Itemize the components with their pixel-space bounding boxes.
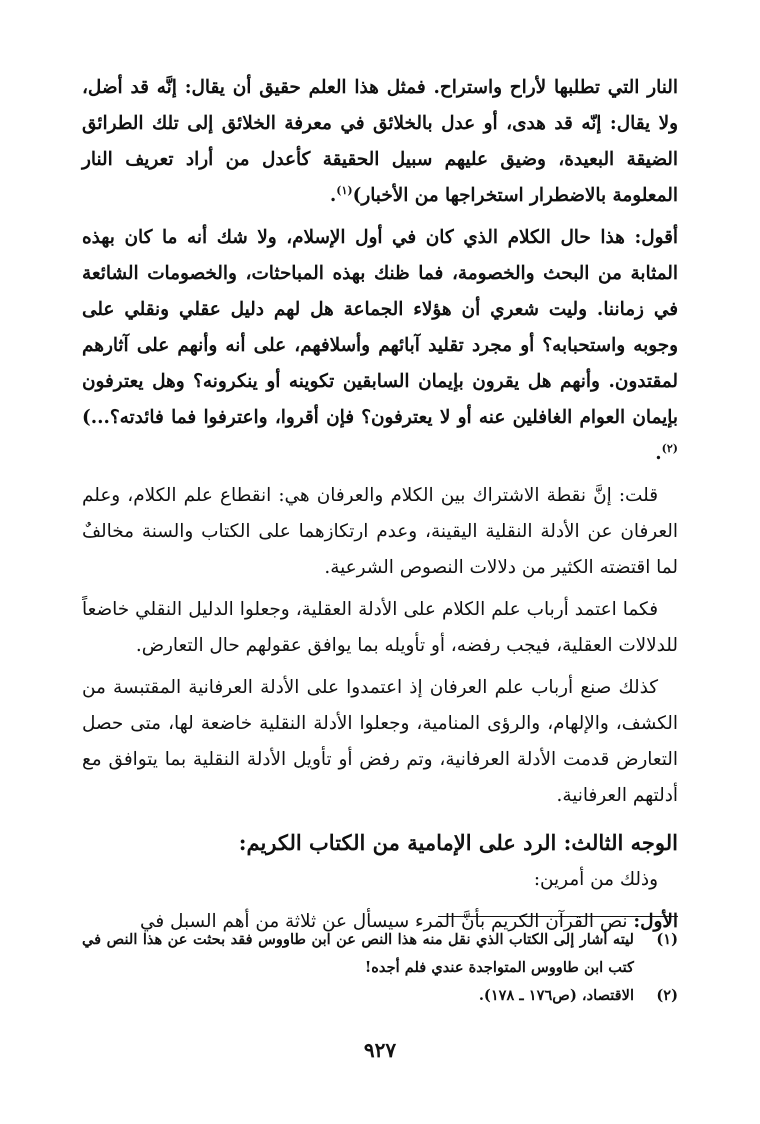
paragraph-two-matters: وذلك من أمرين: [533,869,658,890]
main-text [82,70,678,940]
paragraph-aqool [82,220,678,472]
footnote-text: ليته أشار إلى الكتاب الذي نقل منه هذا النص عن ابن طاووس فقد بحثت عن هذا النص في كتب ابن طاووس المتواجدة عندي فلم أجده! [82,931,634,976]
footnote-number: (٢) [656,987,678,1004]
paragraph-irfan: كذلك صنع أرباب علم العرفان إذ اعتمدوا على الأدلة العرفانية المقتبسة من الكشف، والإلهام، والرؤى المنامية، وجعلوا الأدلة النقلية خاضعة لها، متى حصل التعارض قدمت الأدلة العرفانية، وتم رفض أو تأويل الأدلة النقلية بما يتوافق مع أدلتهم العرفانية. [82,677,678,806]
footnote-1 [82,926,678,982]
page-number: ٩٢٧ [363,1038,397,1062]
footnote-2 [82,982,678,1010]
footnote-ref-2: (٢) [661,441,678,455]
paragraph-quote-end [82,70,678,214]
footnote-separator [438,916,678,917]
paragraph-text: النار التي تطلبها لأراح واستراح. فمثل هذا العلم حقيق أن يقال: إنَّه قد أضل، ولا يقال: إنّه قد هدى، أو عدل بالخلائق في معرفة الخلائق إلى تلك الطرائق الضيقة البعيدة، وضيق عليهم سبيل الحقيقة كأعدل من أراد تعريف النار المعلومة بالاضطرار استخراجها من الأخبار) [82,77,678,206]
footnote-number: (١) [656,931,678,948]
section-heading: الوجه الثالث: الرد على الإمامية من الكتاب الكريم: [238,830,678,855]
period: . [329,185,337,206]
footnote-ref-1: (١) [336,183,353,197]
first-label: الأول: [633,911,678,932]
paragraph-qultu: قلت: إنَّ نقطة الاشتراك بين الكلام والعرفان هي: انقطاع علم الكلام، وعلم العرفان عن الأدلة النقلية اليقينة، وعدم ارتكازهما على الكتاب والسنة مخالفٌ لما اقتضته الكثير من دلالات النصوص الشرعية. [82,485,678,578]
footnotes [82,926,678,1010]
paragraph-text: أقول: هذا حال الكلام الذي كان في أول الإسلام، ولا شك أنه ما كان بهذه المثابة من البحث والخصومة، فما ظنك بهذه المباحثات، والخصومات الشائعة في زماننا. وليت شعري أن هؤلاء الجماعة هل لهم دليل عقلي ونقلي على وجوبه واستحبابه؟ أو مجرد تقليد آبائهم وأسلافهم، على أنه وأنهم على آثارهم لمقتدون. وأنهم هل يقرون بإيمان السابقين تكوينه أو ينكرونه؟ وهل يعترفون بإيمان العوام الغافلين عنه أو لا يعترفون؟ فإن أقروا، واعترفوا فما فائدته؟...) [82,227,678,428]
paragraph-kalam: فكما اعتمد أرباب علم الكلام على الأدلة العقلية، وجعلوا الدليل النقلي خاضعاً للدلالات العقلية، فيجب رفضه، أو تأويله بما يوافق عقولهم حال التعارض. [82,599,678,656]
period: . [655,443,662,464]
paragraph-text: نص القرآن الكريم بأنَّ المرء سيسأل عن ثلاثة من أهم السبل في [140,911,634,932]
footnote-text: الاقتصاد، (ص١٧٦ ـ ١٧٨). [478,987,634,1004]
